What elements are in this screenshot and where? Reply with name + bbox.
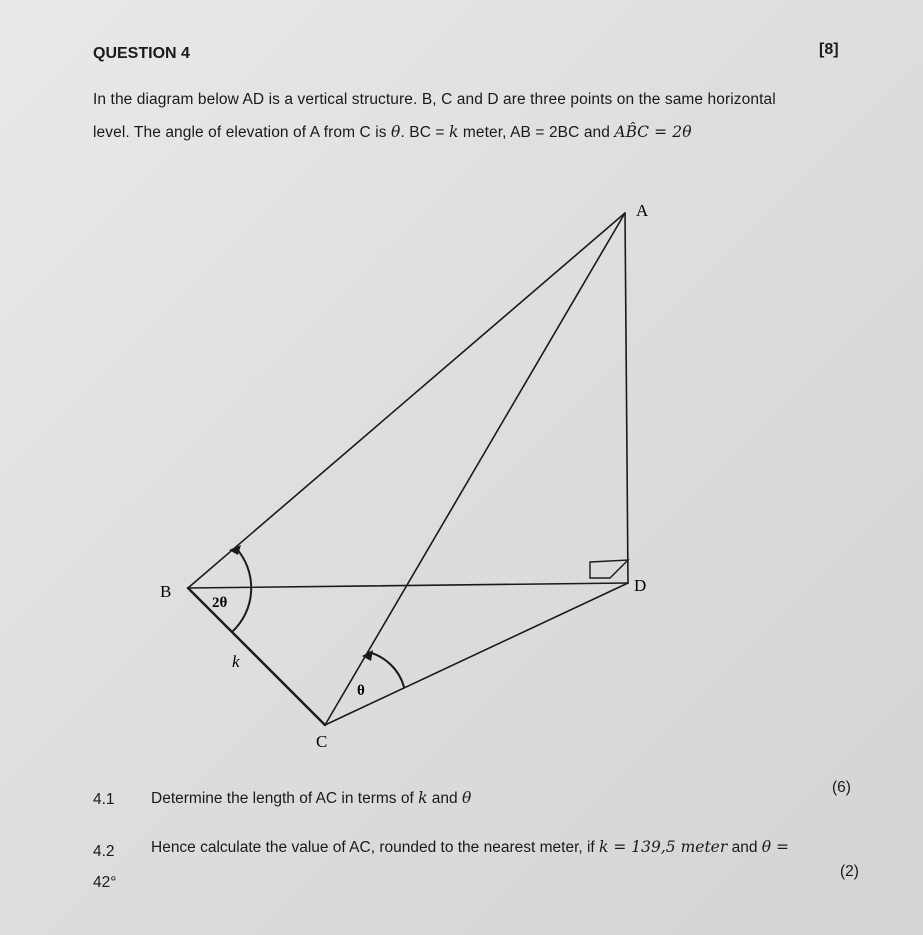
- line-BC: [188, 588, 325, 725]
- q41-text-b: and: [427, 790, 462, 807]
- angle-arc-theta: [368, 652, 404, 687]
- label-A: A: [636, 201, 649, 220]
- q42-text-a: Hence calculate the value of AC, rounded to the nearest meter, if: [151, 839, 600, 856]
- line-CA: [325, 213, 625, 725]
- angle-arc-2theta: [232, 548, 251, 632]
- question-4-2-marks: (2): [840, 863, 859, 880]
- right-angle-marker: [590, 560, 628, 578]
- q42-text-b: and: [727, 839, 762, 856]
- intro-angle-expression: AB̂C = 2θ: [614, 123, 692, 141]
- label-2theta: 2θ: [212, 595, 228, 611]
- label-B: B: [160, 582, 172, 601]
- question-4-1-text: [151, 789, 471, 808]
- q42-expr2: θ =: [761, 838, 789, 856]
- label-D: D: [634, 576, 647, 595]
- question-marks: [8]: [819, 41, 839, 58]
- question-title: QUESTION 4: [93, 45, 190, 62]
- intro-text-b: . BC =: [400, 124, 449, 141]
- label-C: C: [316, 732, 328, 751]
- intro-k: k: [448, 123, 459, 141]
- q41-k: k: [418, 789, 428, 807]
- label-theta: θ: [357, 683, 365, 699]
- line-AD: [625, 213, 628, 583]
- question-4-2-continuation: 42°: [93, 874, 117, 891]
- question-4-1-number: 4.1: [93, 791, 115, 808]
- question-4-2-number: 4.2: [93, 843, 115, 860]
- question-4-1-marks: (6): [832, 779, 851, 796]
- question-4-2-text: [151, 838, 789, 857]
- q41-theta: θ: [461, 789, 472, 807]
- label-k: k: [232, 652, 240, 671]
- line-BA: [188, 213, 625, 588]
- intro-line-1: In the diagram below AD is a vertical structure. B, C and D are three points on the same horizontal: [93, 91, 776, 108]
- intro-text-c: meter, AB = 2BC and: [458, 124, 615, 141]
- q42-expr: k = 139,5 meter: [599, 838, 728, 856]
- intro-theta: θ: [391, 123, 401, 141]
- intro-text-a: level. The angle of elevation of A from C is: [93, 124, 392, 141]
- q41-text-a: Determine the length of AC in terms of: [151, 790, 419, 807]
